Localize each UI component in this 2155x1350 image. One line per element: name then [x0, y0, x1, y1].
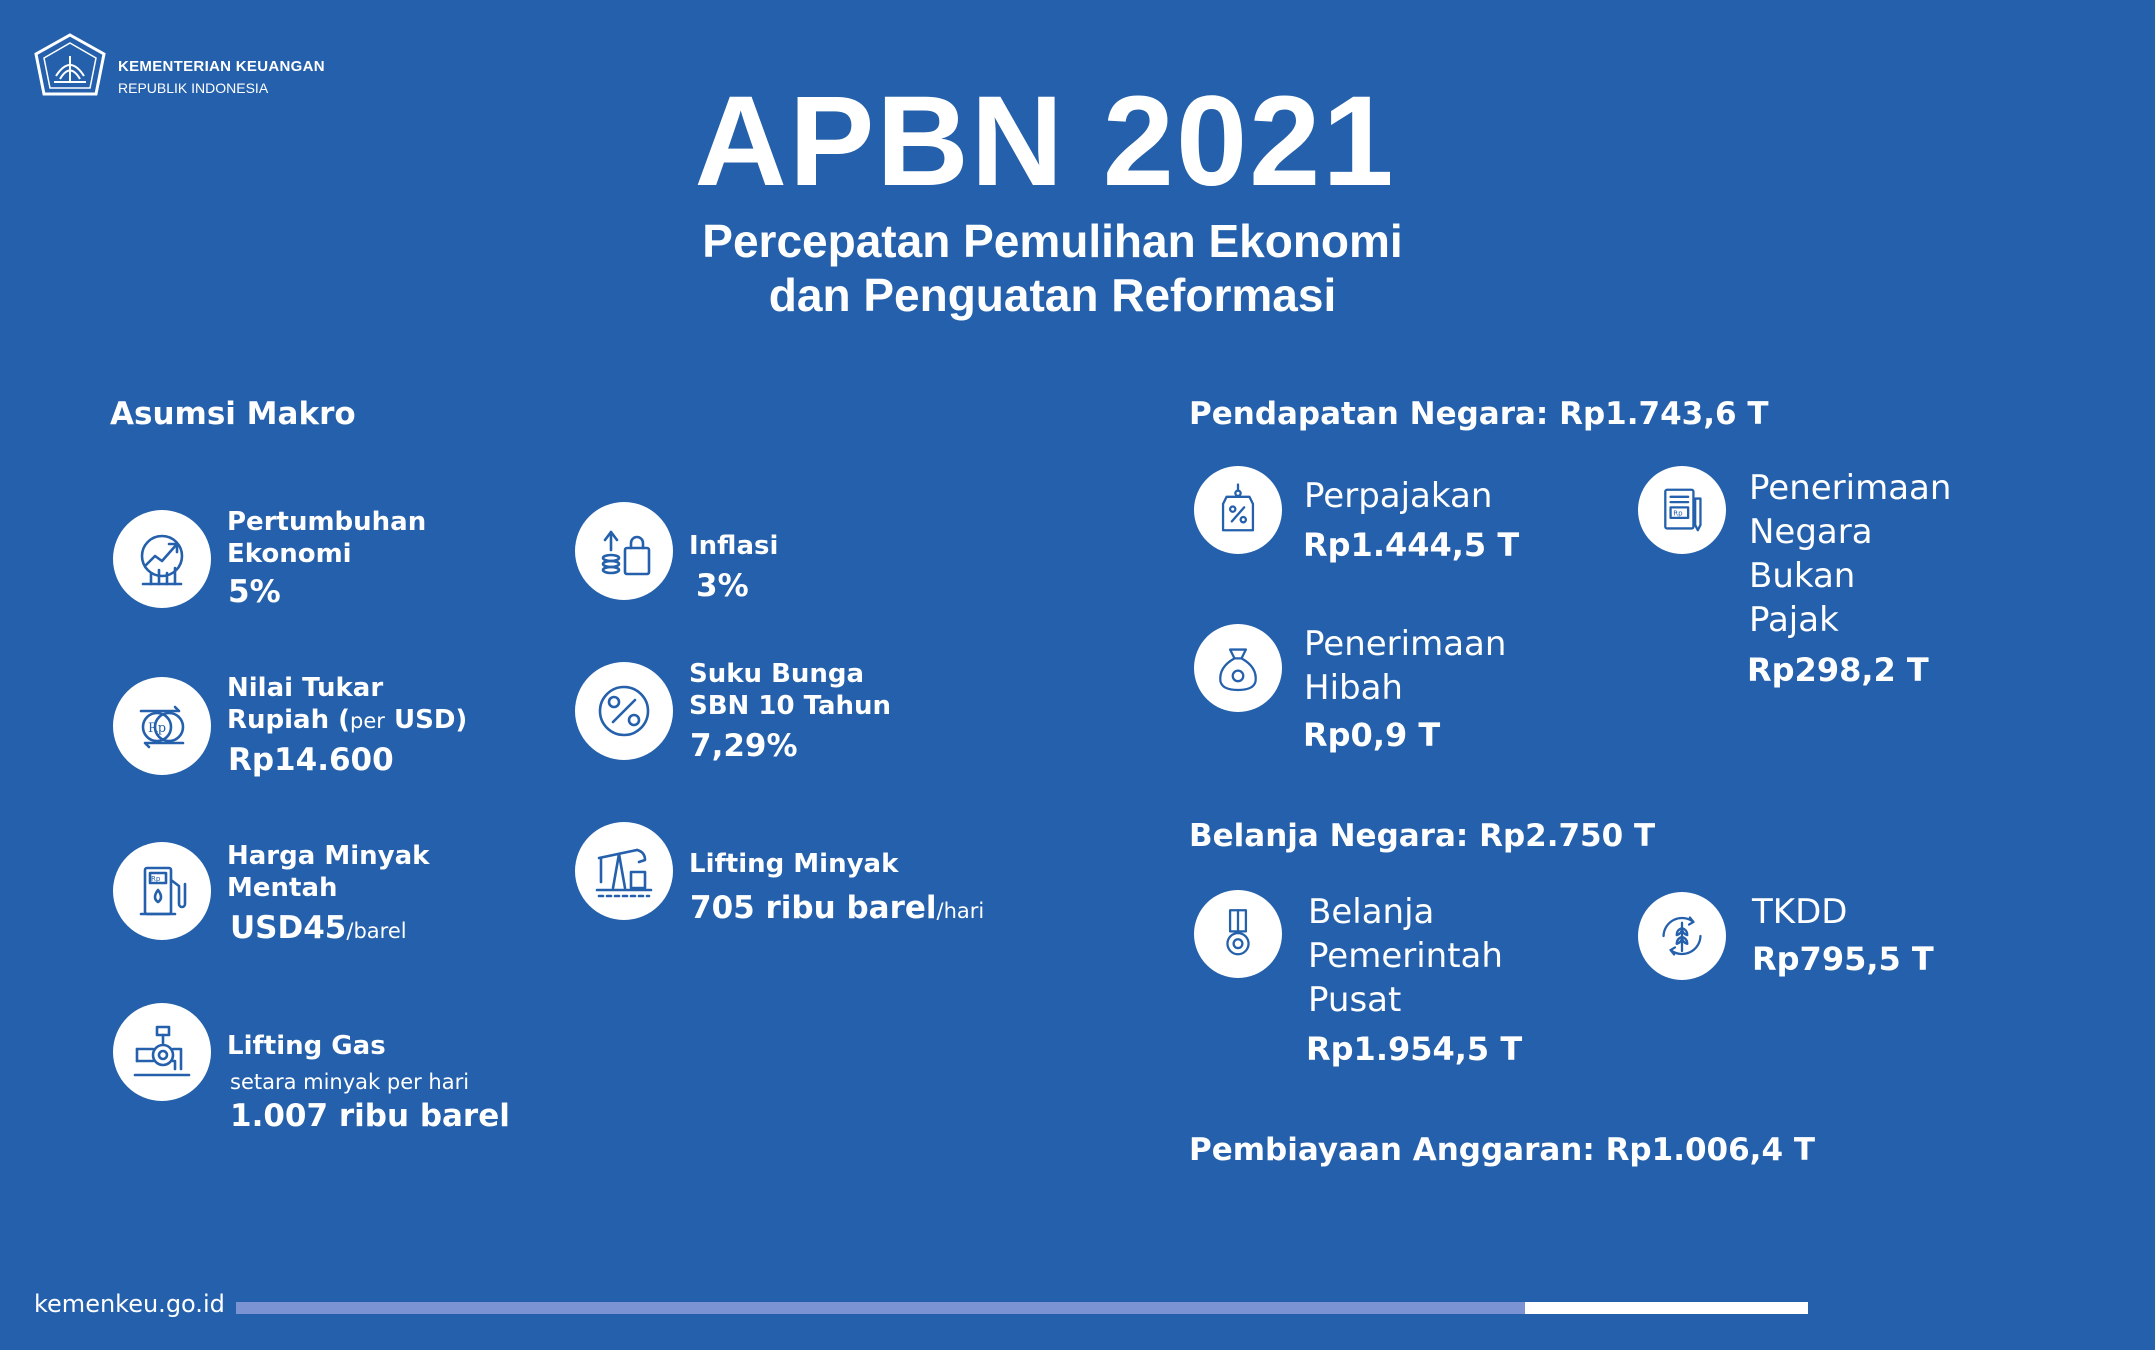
hibah-label [1304, 622, 1506, 710]
growth-chart-icon [113, 510, 211, 608]
harga-minyak-value [230, 910, 407, 949]
nilai-tukar-label-line2-b: USD) [384, 705, 468, 735]
lifting-minyak-unit: /hari [936, 899, 985, 923]
oil-pumpjack-icon [575, 822, 673, 920]
pertumbuhan-value: 5% [228, 574, 281, 610]
perpajakan-label-line1: Perpajakan [1304, 476, 1493, 516]
inflasi-label-line1: Inflasi [689, 531, 779, 561]
gas-pipe-icon [113, 1003, 211, 1101]
lifting-gas-value: 1.007 ribu barel [230, 1098, 510, 1134]
suku-bunga-label [689, 658, 891, 722]
money-bag-icon [1194, 624, 1282, 712]
lifting-minyak-amount: 705 ribu barel [690, 890, 937, 926]
tkdd-value: Rp795,5 T [1752, 940, 1934, 978]
svg-text:Rp: Rp [148, 721, 167, 736]
subtitle-line2: dan Penguatan Reformasi [768, 269, 1337, 321]
currency-exchange-icon [113, 677, 211, 775]
tkdd-label-line1: TKDD [1752, 892, 1848, 932]
progress-bar-fill [1525, 1302, 1808, 1314]
org-name-line1: KEMENTERIAN KEUANGAN [118, 58, 325, 75]
page-title: APBN 2021 [694, 70, 1396, 213]
nilai-tukar-label-per: per [350, 709, 385, 733]
receipt-document-icon [1638, 466, 1726, 554]
pnbp-label-line3: Bukan [1749, 556, 1856, 596]
pnbp-value: Rp298,2 T [1747, 651, 1929, 689]
lifting-gas-label-line1: Lifting Gas [227, 1031, 386, 1061]
hibah-label-line2: Hibah [1304, 668, 1403, 708]
harga-minyak-unit: /barel [346, 919, 407, 943]
lifting-gas-note: setara minyak per hari [230, 1070, 470, 1094]
harga-minyak-label-line2: Mentah [227, 873, 338, 903]
nilai-tukar-label-line1: Nilai Tukar [227, 673, 384, 703]
nilai-tukar-label-line2 [227, 704, 467, 737]
website-url: kemenkeu.go.id [34, 1290, 225, 1318]
inflasi-label [689, 530, 778, 562]
lifting-minyak-value [690, 890, 984, 929]
perpajakan-value: Rp1.444,5 T [1303, 526, 1520, 564]
lifting-gas-label [227, 1030, 386, 1062]
lifting-minyak-label-line1: Lifting Minyak [689, 849, 899, 879]
belanja-heading: Belanja Negara: Rp2.750 T [1189, 818, 1656, 854]
pnbp-label [1749, 466, 1951, 642]
lifting-minyak-label [689, 848, 898, 880]
svg-text:Rp: Rp [151, 875, 161, 883]
belanja-pusat-label [1308, 890, 1503, 1022]
harga-minyak-amount: USD45 [230, 910, 347, 946]
pertumbuhan-label [227, 506, 426, 570]
fuel-pump-icon [113, 842, 211, 940]
harga-minyak-label [227, 840, 429, 904]
tax-tag-icon [1194, 466, 1282, 554]
pnbp-label-line1: Penerimaan [1749, 468, 1952, 508]
org-name-line2: REPUBLIK INDONESIA [118, 79, 269, 96]
inflasi-value: 3% [696, 568, 749, 604]
nilai-tukar-value: Rp14.600 [228, 742, 394, 778]
percent-icon [575, 662, 673, 760]
belanja-pusat-label-line3: Pusat [1308, 980, 1402, 1020]
perpajakan-label [1304, 474, 1492, 518]
suku-bunga-label-line2: SBN 10 Tahun [689, 691, 892, 721]
page-subtitle [0, 214, 2105, 322]
suku-bunga-label-line1: Suku Bunga [689, 659, 865, 689]
pembiayaan-heading: Pembiayaan Anggaran: Rp1.006,4 T [1189, 1132, 1815, 1168]
subtitle-line1: Percepatan Pemulihan Ekonomi [702, 215, 1403, 267]
shopping-bag-icon [575, 502, 673, 600]
tkdd-label [1752, 890, 1847, 934]
pendapatan-heading: Pendapatan Negara: Rp1.743,6 T [1189, 396, 1769, 432]
asumsi-makro-heading: Asumsi Makro [110, 396, 356, 432]
hibah-label-line1: Penerimaan [1304, 624, 1507, 664]
harga-minyak-label-line1: Harga Minyak [227, 841, 430, 871]
belanja-pusat-label-line1: Belanja [1308, 892, 1435, 932]
suku-bunga-value: 7,29% [690, 728, 798, 764]
pnbp-label-line2: Negara [1749, 512, 1873, 552]
belanja-pusat-value: Rp1.954,5 T [1306, 1030, 1523, 1068]
pertumbuhan-label-line2: Ekonomi [227, 539, 352, 569]
pnbp-label-line4: Pajak [1749, 600, 1839, 640]
pertumbuhan-label-line1: Pertumbuhan [227, 507, 427, 537]
nilai-tukar-label-line2-a: Rupiah ( [227, 705, 351, 735]
wheat-cycle-icon [1638, 892, 1726, 980]
medal-icon [1194, 890, 1282, 978]
svg-text:Rp: Rp [1673, 508, 1683, 518]
nilai-tukar-label [227, 672, 467, 737]
belanja-pusat-label-line2: Pemerintah [1308, 936, 1503, 976]
hibah-value: Rp0,9 T [1303, 716, 1441, 754]
